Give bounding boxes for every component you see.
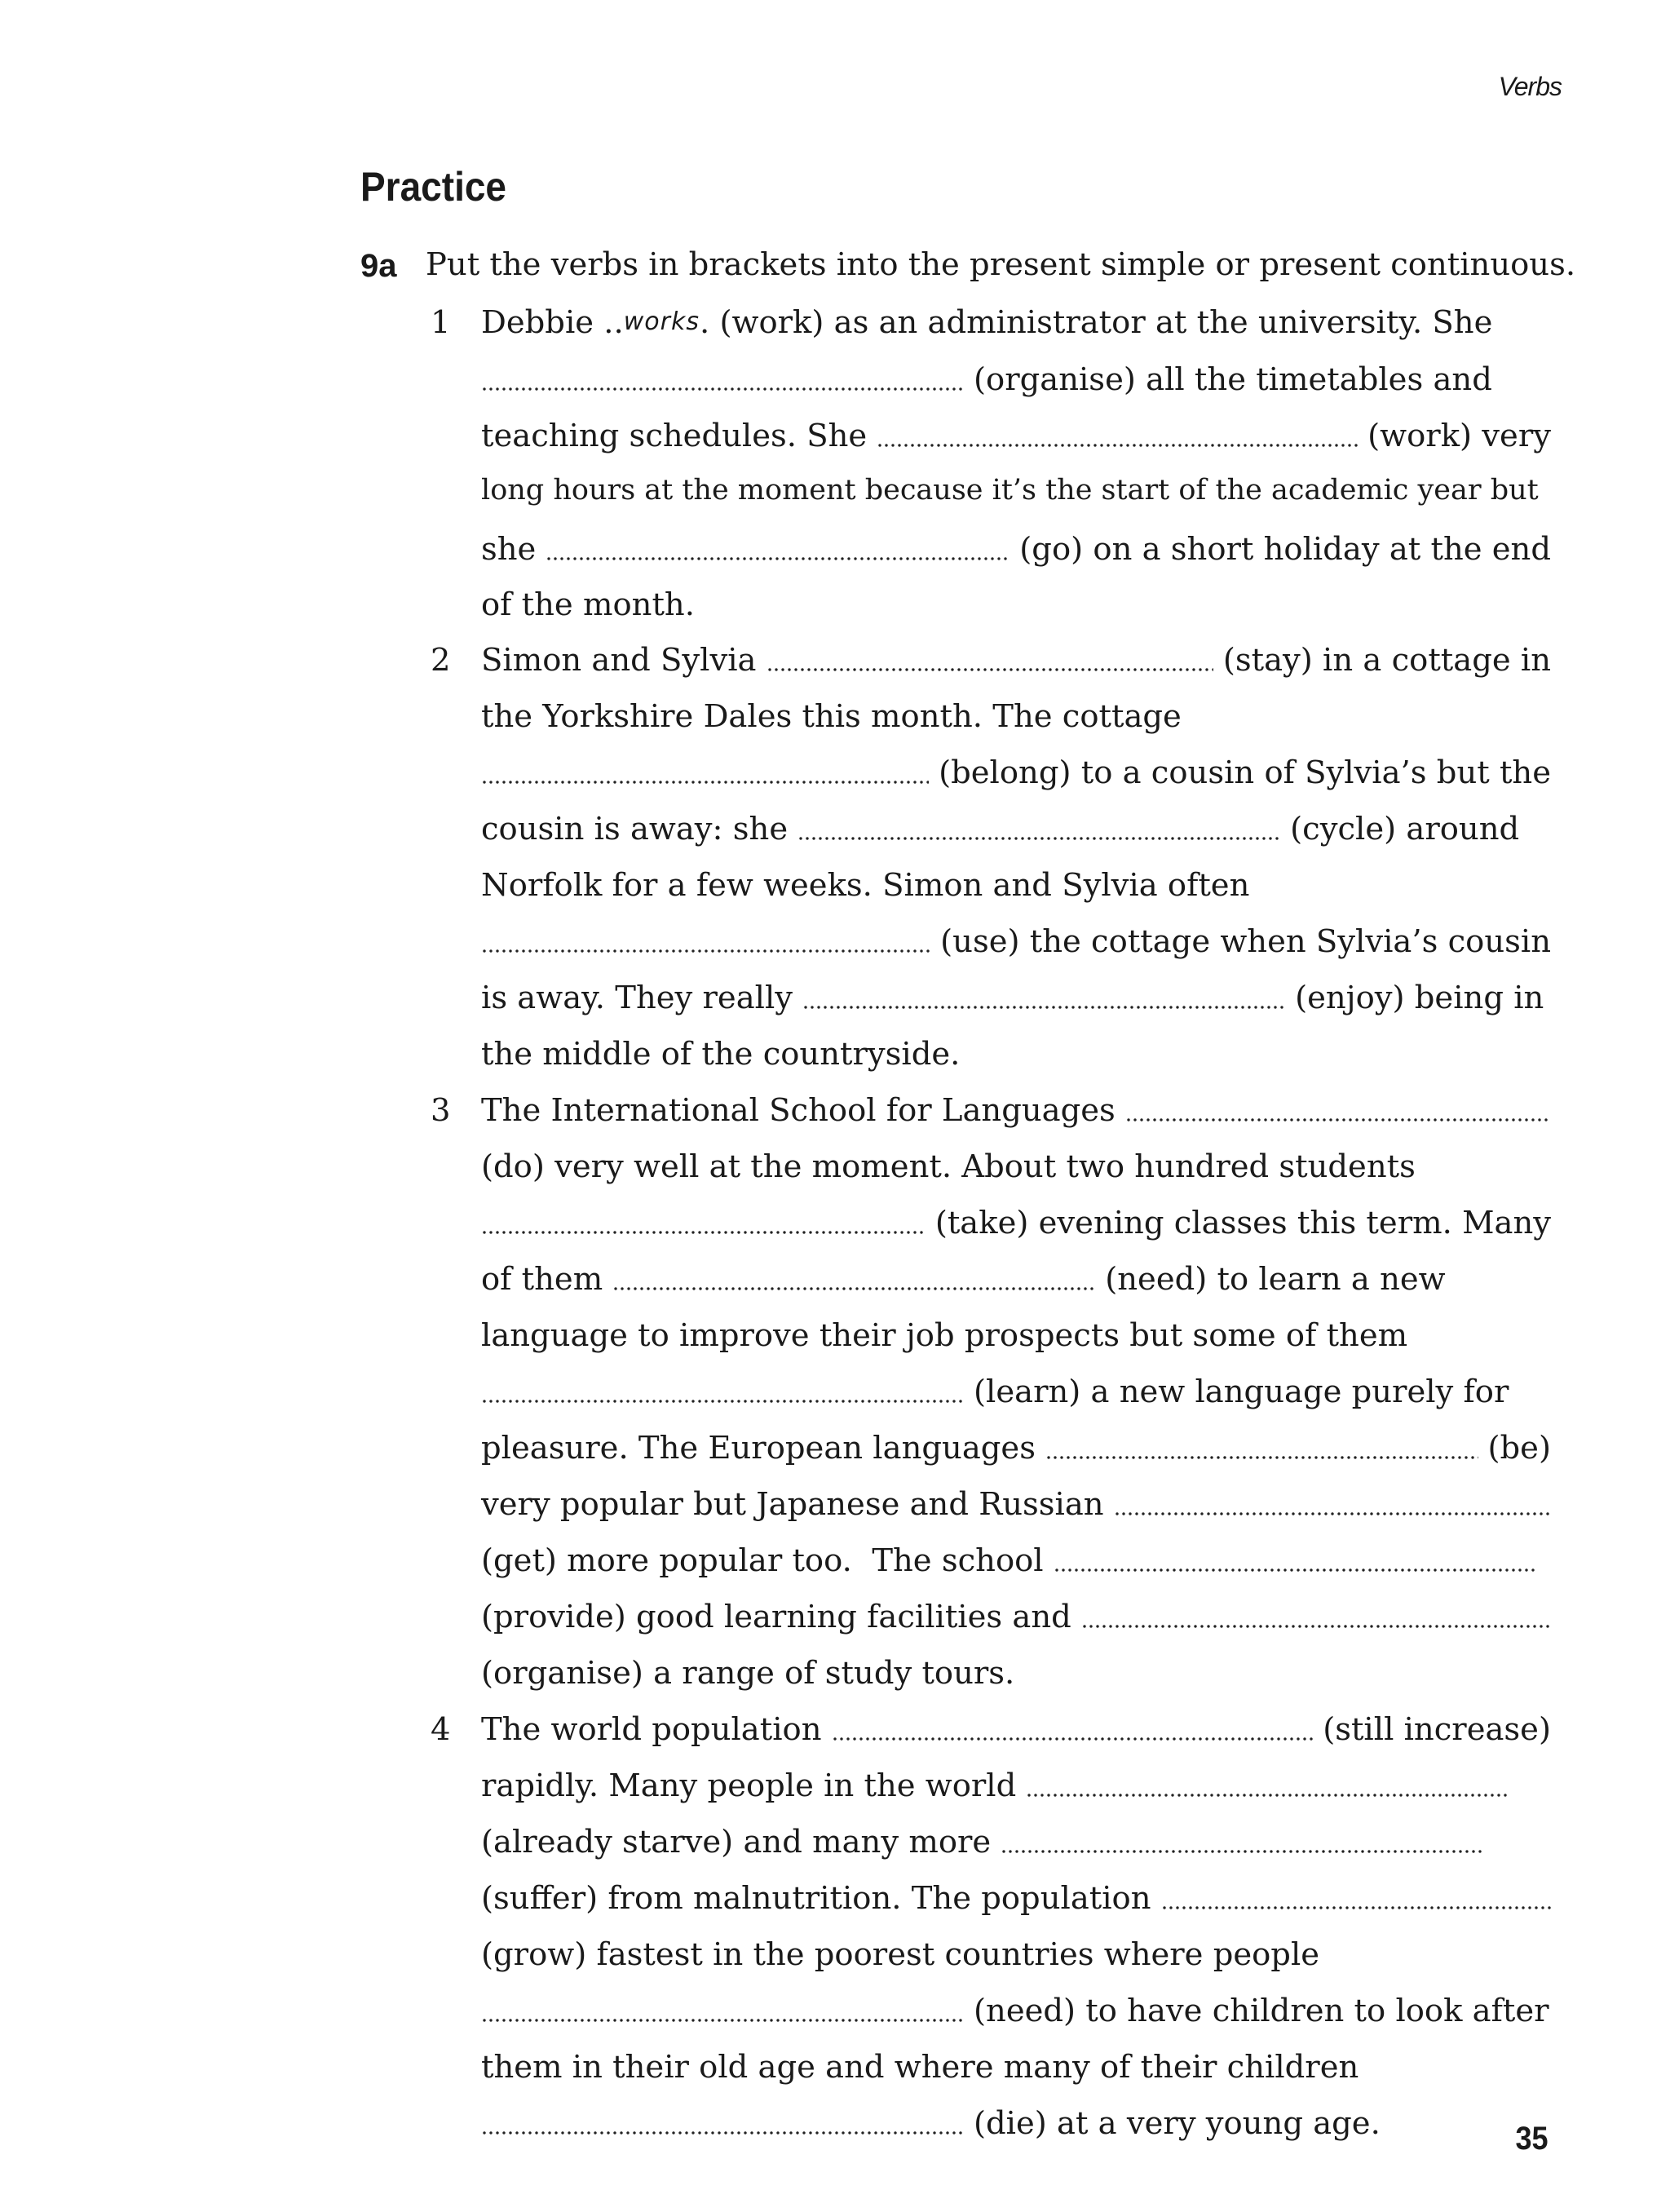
item-number: 2 [431, 642, 451, 679]
item-number: 3 [431, 1092, 451, 1129]
answer-blank[interactable] [802, 985, 1285, 1010]
line-text: (need) to have children to look after [974, 1993, 1549, 2029]
exercise-line [481, 1486, 1551, 1525]
line-text: them in their old age and where many of their children [481, 2049, 1359, 2086]
line-text: the middle of the countryside. [481, 1036, 961, 1073]
line-text: (need) to learn a new [1105, 1261, 1446, 1298]
exercise-line [481, 361, 1551, 400]
answer-blank[interactable] [612, 1267, 1095, 1291]
line-text: . (work) as an administrator at the university. She [700, 304, 1493, 341]
exercise-line [481, 698, 1551, 737]
line-text: rapidly. Many people in the world [481, 1767, 1017, 1804]
answer-blank[interactable] [481, 1998, 964, 2023]
line-text: Simon and Sylvia [481, 642, 757, 679]
answer-blank[interactable] [797, 816, 1280, 841]
line-text: Norfolk for a few weeks. Simon and Sylvia often [481, 867, 1250, 904]
line-text: The world population [481, 1711, 822, 1748]
exercise-line [481, 1824, 1551, 1863]
answer-blank[interactable] [877, 423, 1358, 448]
exercise-line [481, 1655, 1551, 1694]
answer-blank[interactable] [832, 1717, 1314, 1741]
answer-blank[interactable] [481, 367, 964, 392]
line-text: cousin is away: she [481, 811, 789, 847]
answer-blank[interactable] [1045, 1436, 1478, 1460]
line-text: long hours at the moment because it’s the start of the academic year but [481, 474, 1539, 507]
section-heading: Practice [360, 164, 507, 210]
answer-blank[interactable] [767, 648, 1213, 672]
line-text: (cycle) around [1290, 811, 1520, 847]
sample-answer: works [623, 307, 700, 336]
line-text: very popular but Japanese and Russian [481, 1486, 1104, 1523]
line-text: (still increase) [1323, 1711, 1551, 1748]
exercise-line [481, 1993, 1551, 2032]
line-text: of them [481, 1261, 603, 1298]
line-text: the Yorkshire Dales this month. The cottage [481, 698, 1182, 735]
answer-blank[interactable] [481, 760, 929, 785]
answer-blank[interactable] [481, 1210, 926, 1235]
exercise-line [481, 2049, 1551, 2088]
exercise-line [481, 1430, 1551, 1469]
line-text: (enjoy) being in [1295, 980, 1544, 1016]
exercise-line [481, 1767, 1551, 1807]
answer-blank[interactable] [1125, 1098, 1551, 1122]
exercise-number: 9a [360, 248, 397, 284]
exercise-line [481, 1880, 1551, 1919]
exercise-line [481, 1936, 1551, 1975]
answer-blank[interactable] [1114, 1492, 1551, 1516]
exercise-line [481, 1711, 1551, 1750]
exercise-line [481, 1317, 1551, 1356]
line-text: of the month. [481, 586, 695, 623]
exercise-line [481, 923, 1551, 962]
exercise-line [481, 1092, 1551, 1131]
line-text: (do) very well at the moment. About two hundred students [481, 1148, 1416, 1185]
exercise-line [481, 2105, 1551, 2144]
line-text: The International School for Languages [481, 1092, 1116, 1129]
item-number: 4 [431, 1711, 451, 1748]
exercise-line [481, 418, 1551, 457]
line-text: (organise) a range of study tours. [481, 1655, 1015, 1692]
exercise-line [481, 867, 1551, 906]
line-text: (learn) a new language purely for [974, 1374, 1509, 1410]
line-text: Debbie .. [481, 304, 624, 341]
answer-blank[interactable] [1161, 1886, 1551, 1910]
line-text: (suffer) from malnutrition. The population [481, 1880, 1151, 1917]
running-header: Verbs [1498, 72, 1562, 101]
exercise-line [481, 1205, 1551, 1244]
line-text: teaching schedules. She [481, 418, 868, 454]
line-text: (organise) all the timetables and [974, 361, 1492, 398]
page-number: 35 [1514, 2121, 1548, 2157]
exercise-line [481, 811, 1551, 850]
answer-blank[interactable] [481, 2111, 964, 2135]
answer-blank[interactable] [1081, 1604, 1551, 1629]
line-text: pleasure. The European languages [481, 1430, 1036, 1467]
line-text: (die) at a very young age. [974, 2105, 1381, 2142]
exercise-line [481, 1036, 1551, 1075]
exercise-line [481, 1599, 1551, 1638]
answer-blank[interactable] [546, 537, 1010, 561]
exercise-line [481, 1542, 1551, 1582]
exercise-line [481, 1261, 1551, 1300]
item-number: 1 [431, 304, 451, 341]
exercise-line [481, 980, 1551, 1019]
line-text: she [481, 531, 537, 568]
exercise-line [481, 531, 1551, 570]
line-text: (get) more popular too. The school [481, 1542, 1044, 1579]
line-text: (grow) fastest in the poorest countries where people [481, 1936, 1320, 1973]
line-text: (work) very [1367, 418, 1551, 454]
answer-blank[interactable] [1026, 1773, 1509, 1798]
exercise-line [481, 474, 1551, 513]
exercise-instruction: Put the verbs in brackets into the present simple or present continuous. [426, 246, 1576, 283]
exercise-line [481, 1148, 1551, 1188]
line-text: is away. They really [481, 980, 793, 1016]
line-text: (go) on a short holiday at the end [1019, 531, 1551, 568]
exercise-line [481, 586, 1551, 626]
line-text: (belong) to a cousin of Sylvia’s but the [939, 754, 1551, 791]
exercise-line [481, 642, 1551, 681]
line-text: (take) evening classes this term. Many [934, 1205, 1551, 1241]
line-text: (stay) in a cottage in [1222, 642, 1551, 679]
exercise-line [481, 754, 1551, 794]
line-text: (be) [1487, 1430, 1551, 1467]
line-text: (already starve) and many more [481, 1824, 992, 1860]
exercise-line [481, 1374, 1551, 1413]
line-text: (provide) good learning facilities and [481, 1599, 1071, 1635]
line-text: language to improve their job prospects but some of them [481, 1317, 1408, 1354]
answer-blank[interactable] [1054, 1548, 1536, 1573]
exercise-line [481, 304, 1551, 343]
answer-blank[interactable] [1001, 1829, 1483, 1854]
answer-blank[interactable] [481, 1379, 964, 1404]
answer-blank[interactable] [481, 929, 930, 953]
line-text: (use) the cottage when Sylvia’s cousin [940, 923, 1551, 960]
